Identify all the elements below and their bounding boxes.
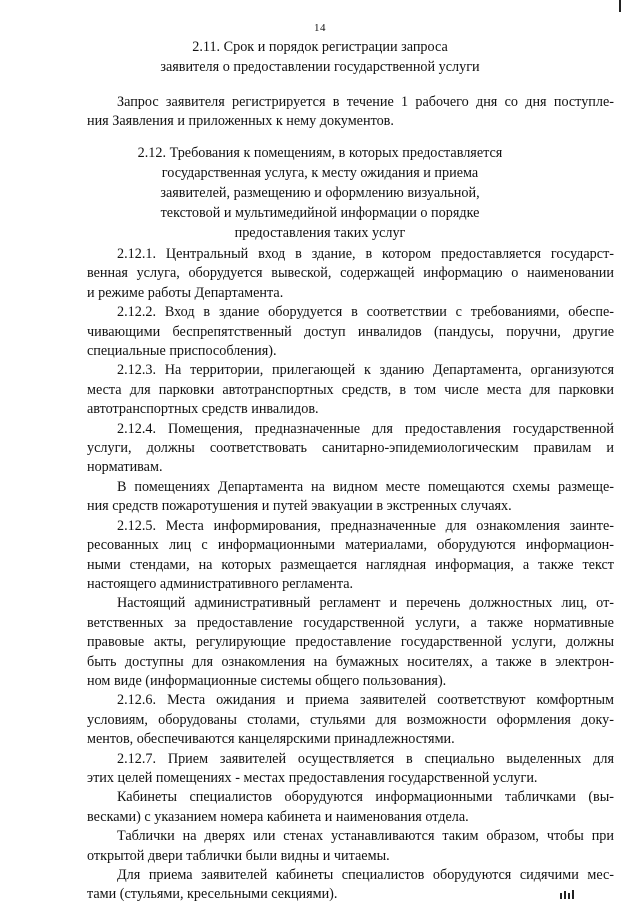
text-line: услуги, должны соответствовать санитарно-эпидемиологическим правилам и — [87, 440, 614, 457]
scan-corner-mark — [560, 889, 580, 899]
text-line: 2.12.2. Вход в здание оборудуется в соответствии с требованиями, обеспе- — [117, 304, 614, 321]
text-line: ветственных за предоставление государственной услуги, а также нормативные — [87, 614, 614, 631]
heading-line: заявителей, размещению и оформлению визуальной, — [160, 185, 480, 201]
heading-line: 2.12. Требования к помещениям, в которых предоставляется — [137, 145, 503, 161]
text-line: 2.12.4. Помещения, предназначенные для предоставления государственной — [117, 420, 614, 437]
text-line: специальные приспособления). — [87, 343, 277, 360]
text-line: тами (стульями, кресельными секциями). — [87, 886, 338, 903]
text-line: этих целей помещениях - местах предоставления государственной услуги. — [87, 769, 538, 786]
text-line: 2.12.7. Прием заявителей осуществляется в специально выделенных для — [117, 750, 614, 767]
scan-edge-mark — [619, 0, 621, 12]
text-line: Кабинеты специалистов оборудуются информационными табличками (вы- — [117, 789, 614, 806]
text-line: правовые акты, регулирующие предоставление государственной услуги, должны — [87, 634, 614, 651]
text-line: 2.12.1. Центральный вход в здание, в котором предоставляется государст- — [117, 246, 614, 262]
text-line: ментов, обеспечиваются канцелярскими принадлежностями. — [87, 731, 455, 748]
heading-line: 2.11. Срок и порядок регистрации запроса — [192, 39, 448, 55]
section-2-12-body — [87, 245, 614, 905]
text-line: чивающими беспрепятственный доступ инвалидов (пандусы, поручни, другие — [87, 323, 614, 340]
text-line: Настоящий административный регламент и перечень должностных лиц, от- — [117, 595, 614, 612]
heading-line: текстовой и мультимедийной информации о порядке — [160, 205, 480, 221]
text-line: нормативам. — [87, 459, 163, 476]
text-line: 2.12.5. Места информирования, предназначенные для ознакомления заинте- — [117, 517, 614, 534]
text-line: открытой двери таблички были видны и читаемы. — [87, 847, 390, 864]
text-line: быть доступны для ознакомления на бумажных носителях, а также в электрон- — [87, 653, 614, 670]
section-2-12-heading — [0, 143, 640, 243]
text-line: Таблички на дверях или стенах устанавливаются таким образом, чтобы при — [117, 828, 614, 845]
text-line: 2.12.6. Места ожидания и приема заявителей соответствуют комфортным — [117, 692, 614, 709]
text-line: ния Заявления и приложенных к нему документов. — [87, 113, 394, 130]
text-line: весками) с указанием номера кабинета и наименования отдела. — [87, 808, 469, 825]
text-line: ными стендами, на которых размещается наглядная информация, а также текст — [87, 556, 614, 573]
text-line: автотранспортных средств инвалидов. — [87, 401, 319, 418]
section-2-11-heading — [0, 37, 640, 77]
text-line: и режиме работы Департамента. — [87, 284, 284, 301]
text-line: условиям, оборудованы столами, стульями для возможности оформления доку- — [87, 711, 614, 728]
text-line: Запрос заявителя регистрируется в течение 1 рабочего дня со дня поступле- — [117, 94, 614, 110]
text-line: ресованных лиц с информационными материалами, оборудуются информацион- — [87, 537, 614, 554]
heading-line: государственная услуга, к месту ожидания и приема — [161, 165, 479, 181]
heading-line: заявителя о предоставлении государственной услуги — [160, 59, 480, 75]
section-2-11-paragraph — [87, 93, 614, 132]
text-line: В помещениях Департамента на видном месте помещаются схемы размеще- — [117, 478, 614, 495]
text-line: настоящего административного регламента. — [87, 575, 354, 592]
text-line: венная услуга, оборудуется вывеской, содержащей информацию о наименовании — [87, 265, 614, 282]
text-line: места для парковки автотранспортных средств, в том числе места для парковки — [87, 381, 614, 398]
text-line: ния средств пожаротушения и путей эвакуации в экстренных случаях. — [87, 498, 512, 515]
text-line: 2.12.3. На территории, прилегающей к зданию Департамента, организуются — [117, 362, 614, 379]
page-number: 14 — [314, 22, 326, 34]
text-line: ном виде (информационные системы общего пользования). — [87, 672, 447, 689]
heading-line: предоставления таких услуг — [234, 225, 406, 241]
text-line: Для приема заявителей кабинеты специалистов оборудуются сидячими мес- — [117, 867, 614, 883]
